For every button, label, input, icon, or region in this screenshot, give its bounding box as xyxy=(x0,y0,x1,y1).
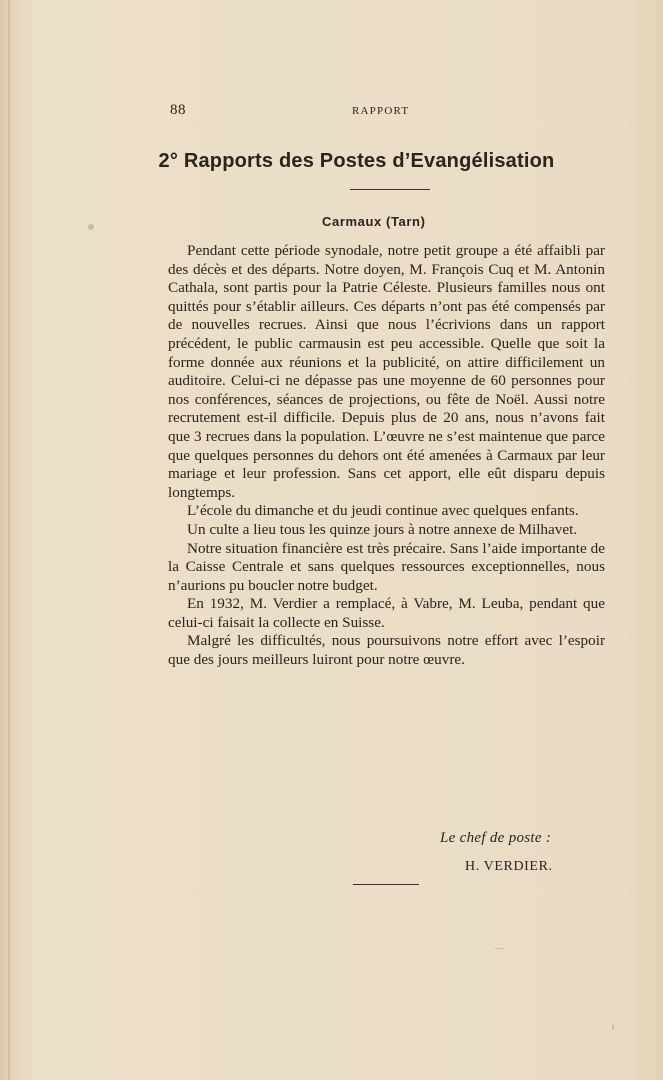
page-number: 88 xyxy=(170,102,186,118)
paper-speck xyxy=(612,1024,614,1030)
title-divider xyxy=(350,189,430,190)
paragraph: En 1932, M. Verdier a remplacé, à Vabre, M. Leuba, pendant que celui-ci faisait la collecte en Suisse. xyxy=(168,595,605,631)
closing-divider xyxy=(353,884,419,885)
paper-speck xyxy=(596,262,598,264)
paper-speck xyxy=(494,948,504,949)
signature-name: H. VERDIER. xyxy=(465,859,553,874)
signature-role: Le chef de poste : xyxy=(440,830,552,846)
report-body xyxy=(168,242,605,670)
paragraph: Pendant cette période synodale, notre petit groupe a été affaibli par des décès et des départs. Notre doyen, M. François Cuq et M. Antonin Cathala, sont partis pour la Patrie Céleste. Plusieurs familles nous ont quittés pour s’établir ailleurs. Ces départs n’ont pas été compensés par de nouvelles recrues. Ainsi que nous l’écrivions dans un rapport précédent, le public carmausin est peu accessible. Quelle que soit la forme donnée aux réunions et la publicité, on attire difficilement un auditoire. Celui-ci ne dépasse pas une moyenne de 60 personnes pour nos conférences, séances de projections, ou fête de Noël. Aussi notre recrutement est-il difficile. Depuis plus de 20 ans, nous n’avons fait que 3 recrues dans la population. L’œuvre ne s’est maintenue que parce que quelques personnes du dehors ont été amenées à Carmaux par leur mariage et leur profession. Sans cet apport, elle eût disparu depuis longtemps. xyxy=(168,242,605,501)
paragraph: L’école du dimanche et du jeudi continue avec quelques enfants. xyxy=(187,502,579,520)
paragraph: Malgré les difficultés, nous poursuivons notre effort avec l’espoir que des jours meilleurs luiront pour notre œuvre. xyxy=(168,632,605,669)
paragraph: Un culte a lieu tous les quinze jours à notre annexe de Milhavet. xyxy=(187,520,578,538)
section-subtitle: Carmaux (Tarn) xyxy=(322,214,426,229)
running-title: RAPPORT xyxy=(352,105,410,117)
section-title: 2° Rapports des Postes d’Evangélisation xyxy=(158,150,555,172)
paragraph: Notre situation financière est très précaire. Sans l’aide importante de la Caisse Centrale et sans quelques ressources exceptionnelles, nous n’aurions pu boucler notre budget. xyxy=(168,539,605,594)
running-header xyxy=(0,102,663,122)
paper-speck xyxy=(88,224,94,230)
